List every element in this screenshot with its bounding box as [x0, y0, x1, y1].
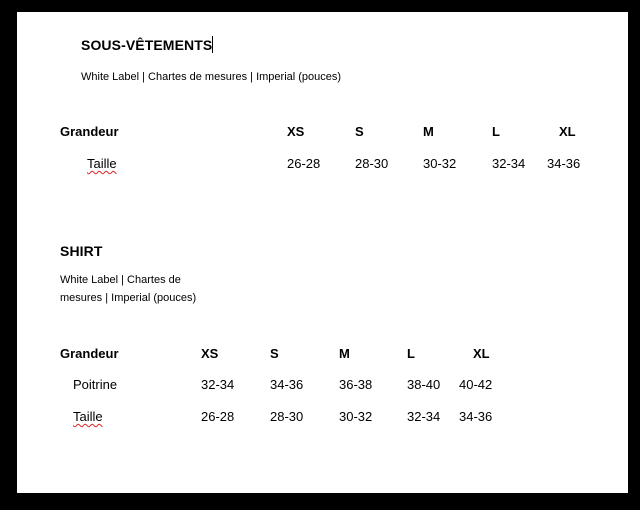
section-subtitle-line-2: mesures | Imperial (pouces)	[60, 292, 197, 304]
size-header-s: S	[270, 346, 279, 361]
size-header-l: L	[407, 346, 415, 361]
section-title-sous-vetements: SOUS-VÊTEMENTS	[81, 37, 213, 53]
size-header-xs: XS	[287, 124, 305, 139]
table-cell: 26-28	[201, 409, 235, 424]
table-cell: 34-36	[547, 156, 581, 171]
table-cell: 28-30	[270, 409, 304, 424]
table-cell: 40-42	[459, 377, 493, 392]
table-cell: 34-36	[270, 377, 304, 392]
size-header-m: M	[423, 124, 434, 139]
row-label-taille: Taille	[73, 409, 103, 424]
table-cell: 28-30	[355, 156, 389, 171]
size-header-m: M	[339, 346, 350, 361]
size-header-s: S	[355, 124, 364, 139]
table-cell: 26-28	[287, 156, 321, 171]
size-header-xl: XL	[559, 124, 576, 139]
table-cell: 30-32	[423, 156, 457, 171]
section-subtitle: White Label | Chartes de mesures | Imperial (pouces)	[81, 71, 342, 83]
row-label-taille: Taille	[87, 156, 117, 171]
row-label-poitrine: Poitrine	[73, 377, 118, 392]
table-cell: 38-40	[407, 377, 441, 392]
table-header-label: Grandeur	[60, 124, 119, 139]
section-subtitle-line-1: White Label | Chartes de	[60, 274, 181, 286]
table-cell: 34-36	[459, 409, 493, 424]
table-cell: 32-34	[492, 156, 526, 171]
size-header-xl: XL	[473, 346, 490, 361]
table-cell: 32-34	[407, 409, 441, 424]
size-header-xs: XS	[201, 346, 219, 361]
table-header-label: Grandeur	[60, 346, 119, 361]
table-cell: 30-32	[339, 409, 373, 424]
table-cell: 36-38	[339, 377, 373, 392]
size-header-l: L	[492, 124, 500, 139]
table-cell: 32-34	[201, 377, 235, 392]
section-title-shirt: SHIRT	[60, 243, 103, 259]
text-cursor	[212, 36, 213, 53]
document-page	[17, 12, 628, 493]
